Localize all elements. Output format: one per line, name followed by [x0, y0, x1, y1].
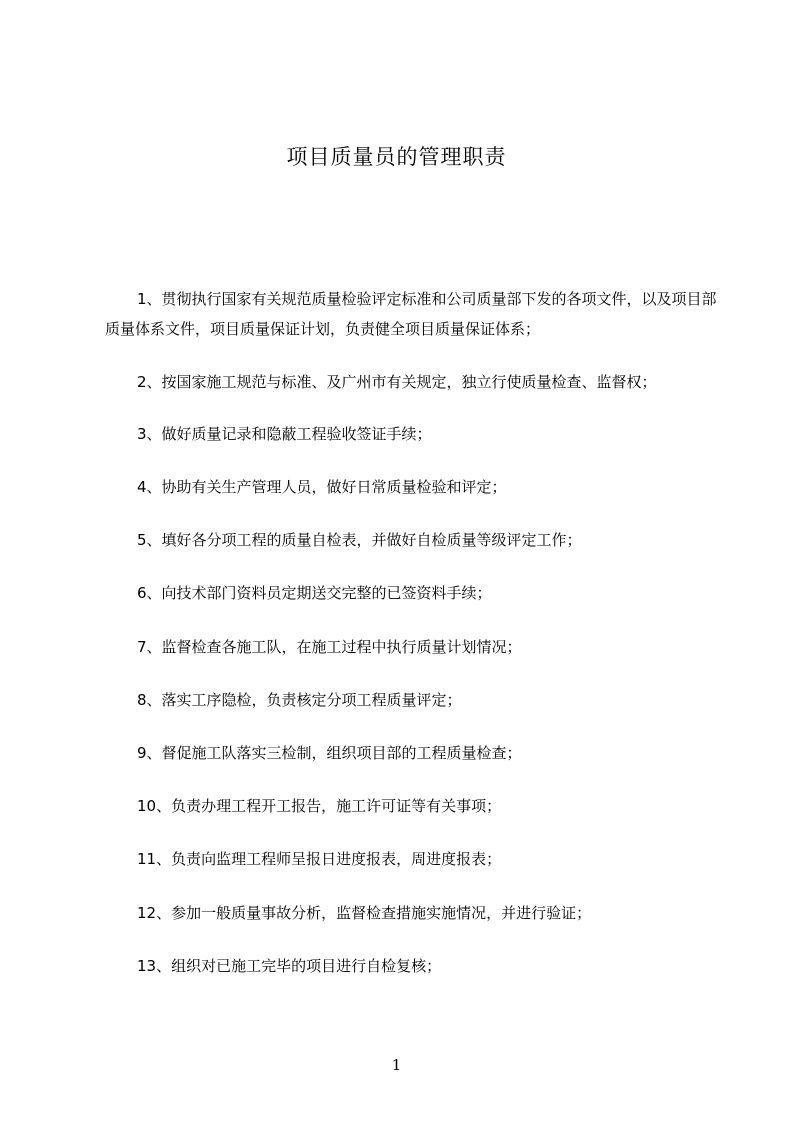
duty-item-2: 2、按国家施工规范与标准、及广州市有关规定，独立行使质量检查、监督权；	[137, 373, 657, 391]
duty-item-11: 11、负责向监理工程师呈报日进度报表，周进度报表；	[137, 850, 502, 868]
duty-item-13: 13、组织对已施工完毕的项目进行自检复核；	[137, 957, 442, 975]
duty-item-1: 1、贯彻执行国家有关规范质量检验评定标准和公司质量部下发的各项文件，以及项目部质量体系文件，项目质量保证计划，负责健全项目质量保证体系；	[105, 290, 717, 338]
duty-item-9: 9、督促施工队落实三检制，组织项目部的工程质量检查；	[137, 744, 522, 762]
duty-item-3: 3、做好质量记录和隐蔽工程验收签证手续；	[137, 425, 432, 443]
duty-item-8: 8、落实工序隐检，负责核定分项工程质量评定；	[137, 691, 462, 709]
duty-item-5: 5、填好各分项工程的质量自检表，并做好自检质量等级评定工作；	[137, 531, 582, 549]
duty-item-10: 10、负责办理工程开工报告，施工许可证等有关事项；	[137, 797, 502, 815]
page-number: 1	[391, 1056, 402, 1074]
duty-item-12: 12、参加一般质量事故分析，监督检查措施实施情况，并进行验证；	[137, 904, 592, 922]
duty-item-4: 4、协助有关生产管理人员，做好日常质量检验和评定；	[137, 478, 507, 496]
duty-item-6: 6、向技术部门资料员定期送交完整的已签资料手续；	[137, 584, 492, 602]
document-title: 项目质量员的管理职责	[286, 145, 507, 169]
duty-item-7: 7、监督检查各施工队，在施工过程中执行质量计划情况；	[137, 638, 522, 656]
